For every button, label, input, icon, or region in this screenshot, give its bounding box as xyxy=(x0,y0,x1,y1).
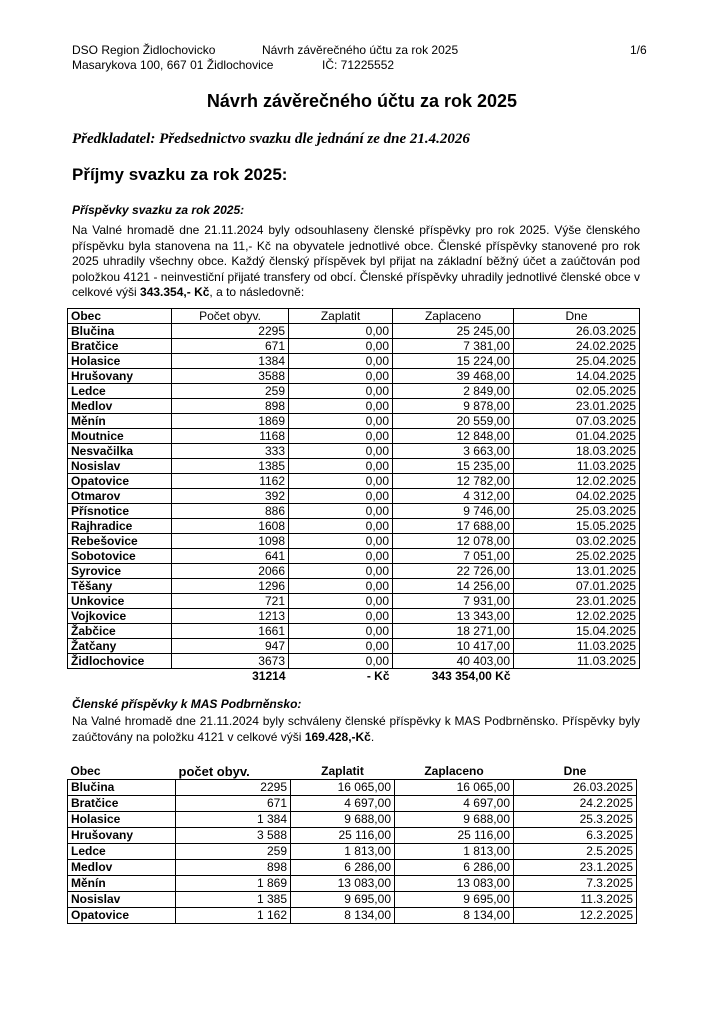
cell-dne: 23.1.2025 xyxy=(514,860,637,876)
cell-zaplatit: 0,00 xyxy=(289,624,393,639)
cell-zaplatit: 0,00 xyxy=(289,369,393,384)
cell-dne: 14.04.2025 xyxy=(514,369,640,384)
cell-pocet: 333 xyxy=(172,444,289,459)
table-row xyxy=(68,812,637,828)
cell-dne: 15.04.2025 xyxy=(514,624,640,639)
cell-pocet: 1 162 xyxy=(176,908,291,924)
cell-obec: Syrovice xyxy=(68,564,172,579)
cell-zaplaceno: 4 312,00 xyxy=(393,489,514,504)
cell-zaplatit: 0,00 xyxy=(289,549,393,564)
table-row xyxy=(68,399,640,414)
cell-dne: 23.01.2025 xyxy=(514,399,640,414)
cell-obec: Ledce xyxy=(68,384,172,399)
cell-obec: Blučina xyxy=(68,780,176,796)
cell-zaplaceno: 17 688,00 xyxy=(393,519,514,534)
cell-obec: Rajhradice xyxy=(68,519,172,534)
col-zaplatit: Zaplatit xyxy=(321,764,364,778)
cell-pocet: 2295 xyxy=(172,324,289,339)
table-row xyxy=(68,459,640,474)
cell-pocet: 1098 xyxy=(172,534,289,549)
cell-pocet: 1162 xyxy=(172,474,289,489)
col-dne: Dne xyxy=(563,764,587,778)
cell-dne: 07.01.2025 xyxy=(514,579,640,594)
cell-pocet: 1869 xyxy=(172,414,289,429)
cell-obec: Otmarov xyxy=(68,489,172,504)
cell-zaplatit: 0,00 xyxy=(289,504,393,519)
sub2-paragraph xyxy=(72,714,640,745)
cell-zaplatit: 0,00 xyxy=(289,489,393,504)
cell-pocet: 898 xyxy=(176,860,291,876)
table-row xyxy=(68,639,640,654)
table-row xyxy=(68,564,640,579)
cell-zaplatit: 0,00 xyxy=(289,414,393,429)
cell-obec: Opatovice xyxy=(68,474,172,489)
cell-dne: 11.03.2025 xyxy=(514,654,640,669)
cell-dne: 11.3.2025 xyxy=(514,892,637,908)
cell-obec: Sobotovice xyxy=(68,549,172,564)
cell-zaplatit: 0,00 xyxy=(289,474,393,489)
predkladatel: Předkladatel: Předsednictvo svazku dle jednání ze dne 21.4.2026 xyxy=(72,131,470,147)
table-row xyxy=(68,519,640,534)
header-address: Masarykova 100, 667 01 Židlochovice xyxy=(72,58,274,72)
cell-pocet: 1213 xyxy=(172,609,289,624)
cell-zaplaceno: 7 931,00 xyxy=(393,594,514,609)
cell-pocet: 1 385 xyxy=(176,892,291,908)
cell-zaplaceno: 9 695,00 xyxy=(395,892,514,908)
page-number: 1/6 xyxy=(630,43,647,57)
cell-pocet: 392 xyxy=(172,489,289,504)
cell-zaplaceno: 9 878,00 xyxy=(393,399,514,414)
cell-dne: 11.03.2025 xyxy=(514,459,640,474)
cell-pocet: 259 xyxy=(172,384,289,399)
cell-pocet: 1296 xyxy=(172,579,289,594)
cell-dne: 11.03.2025 xyxy=(514,639,640,654)
cell-pocet: 2295 xyxy=(176,780,291,796)
cell-zaplaceno: 40 403,00 xyxy=(393,654,514,669)
table-row xyxy=(68,892,637,908)
cell-pocet: 3588 xyxy=(172,369,289,384)
cell-dne: 01.04.2025 xyxy=(514,429,640,444)
sub2-text-before: Na Valné hromadě dne 21.11.2024 byly schváleny členské příspěvky k MAS Podbrněnsko. Příspěvky byly zaúčtovány na položku 4121 v celkové výši xyxy=(72,714,640,744)
col-pocet: počet obyv. xyxy=(178,764,250,779)
cell-obec: Opatovice xyxy=(68,908,176,924)
table-header-row xyxy=(68,309,640,324)
table-row xyxy=(68,429,640,444)
cell-dne: 25.04.2025 xyxy=(514,354,640,369)
cell-dne: 26.03.2025 xyxy=(514,780,637,796)
total-zaplaceno: 343 354,00 Kč xyxy=(431,669,511,683)
section-title: Příjmy svazku za rok 2025: xyxy=(72,165,288,184)
contributions-table xyxy=(67,308,640,683)
col-zaplaceno: Zaplaceno xyxy=(424,764,484,778)
cell-zaplaceno: 25 245,00 xyxy=(393,324,514,339)
sub1-text-before: Na Valné hromadě dne 21.11.2024 byly odsouhlaseny členské příspěvky pro rok 2025. Výše členského příspěvku byla stanovena na 11,- Kč na obyvatele jednotlivé obce. Členské příspěvky stanovené pro rok 2025 uhradily všechny obce. Každý členský příspěvek byl přijat na základní běžný účet a zaúčtován pod položkou 4121 - neinvestiční přijaté transfery od obcí. Členské příspěvky uhradily jednotlivé členské obce v celkové výši xyxy=(72,223,640,299)
table-row xyxy=(68,908,637,924)
cell-zaplaceno: 2 849,00 xyxy=(393,384,514,399)
header-org: DSO Region Židlochovicko xyxy=(72,43,216,57)
cell-zaplatit: 25 116,00 xyxy=(291,828,395,844)
table-row xyxy=(68,384,640,399)
cell-obec: Těšany xyxy=(68,579,172,594)
cell-zaplaceno: 39 468,00 xyxy=(393,369,514,384)
cell-dne: 04.02.2025 xyxy=(514,489,640,504)
sub2-amount: 169.428,-Kč xyxy=(304,729,371,744)
table-row xyxy=(68,654,640,669)
cell-zaplatit: 8 134,00 xyxy=(291,908,395,924)
col-dne: Dne xyxy=(514,309,640,324)
cell-obec: Holasice xyxy=(68,812,176,828)
cell-zaplatit: 0,00 xyxy=(289,609,393,624)
cell-zaplatit: 0,00 xyxy=(289,654,393,669)
cell-dne: 2.5.2025 xyxy=(514,844,637,860)
table-row xyxy=(68,780,637,796)
cell-zaplaceno: 7 051,00 xyxy=(393,549,514,564)
cell-dne: 07.03.2025 xyxy=(514,414,640,429)
table-row xyxy=(68,444,640,459)
cell-zaplaceno: 9 688,00 xyxy=(395,812,514,828)
cell-zaplaceno: 18 271,00 xyxy=(393,624,514,639)
cell-obec: Přísnotice xyxy=(68,504,172,519)
cell-zaplaceno: 8 134,00 xyxy=(395,908,514,924)
cell-zaplatit: 13 083,00 xyxy=(291,876,395,892)
table-row xyxy=(68,579,640,594)
table-total-row xyxy=(68,669,640,684)
cell-dne: 12.02.2025 xyxy=(514,609,640,624)
total-empty xyxy=(68,669,172,684)
cell-obec: Moutnice xyxy=(68,429,172,444)
cell-pocet: 898 xyxy=(172,399,289,414)
col-obec: Obec xyxy=(70,764,101,778)
cell-pocet: 3 588 xyxy=(176,828,291,844)
cell-obec: Rebešovice xyxy=(68,534,172,549)
cell-zaplaceno: 14 256,00 xyxy=(393,579,514,594)
cell-zaplaceno: 7 381,00 xyxy=(393,339,514,354)
cell-obec: Ledce xyxy=(68,844,176,860)
cell-pocet: 1608 xyxy=(172,519,289,534)
sub1-amount: 343.354,- Kč xyxy=(140,285,210,299)
cell-obec: Hrušovany xyxy=(68,828,176,844)
cell-obec: Žatčany xyxy=(68,639,172,654)
cell-obec: Unkovice xyxy=(68,594,172,609)
header-doc-title: Návrh závěrečného účtu za rok 2025 xyxy=(262,43,459,57)
cell-zaplaceno: 6 286,00 xyxy=(395,860,514,876)
table-row xyxy=(68,860,637,876)
cell-zaplatit: 0,00 xyxy=(289,534,393,549)
cell-pocet: 1384 xyxy=(172,354,289,369)
cell-zaplatit: 0,00 xyxy=(289,324,393,339)
table-row xyxy=(68,828,637,844)
cell-pocet: 671 xyxy=(172,339,289,354)
cell-zaplaceno: 13 083,00 xyxy=(395,876,514,892)
sub2-heading: Členské příspěvky k MAS Podbrněnsko: xyxy=(72,697,302,711)
cell-zaplatit: 1 813,00 xyxy=(291,844,395,860)
cell-zaplatit: 0,00 xyxy=(289,579,393,594)
table-row xyxy=(68,474,640,489)
cell-dne: 15.05.2025 xyxy=(514,519,640,534)
cell-dne: 13.01.2025 xyxy=(514,564,640,579)
cell-obec: Vojkovice xyxy=(68,609,172,624)
cell-pocet: 259 xyxy=(176,844,291,860)
sub1-text-after: , a to následovně: xyxy=(209,285,305,299)
total-zaplatit: - Kč xyxy=(366,669,390,683)
cell-dne: 03.02.2025 xyxy=(514,534,640,549)
cell-dne: 23.01.2025 xyxy=(514,594,640,609)
sub2-text-after: . xyxy=(370,729,375,744)
table-row xyxy=(68,609,640,624)
table-row xyxy=(68,796,637,812)
cell-pocet: 2066 xyxy=(172,564,289,579)
cell-zaplatit: 0,00 xyxy=(289,519,393,534)
cell-zaplatit: 6 286,00 xyxy=(291,860,395,876)
cell-zaplatit: 9 695,00 xyxy=(291,892,395,908)
cell-zaplaceno: 25 116,00 xyxy=(395,828,514,844)
cell-pocet: 641 xyxy=(172,549,289,564)
cell-zaplatit: 0,00 xyxy=(289,399,393,414)
table-row xyxy=(68,624,640,639)
mas-table xyxy=(67,764,637,924)
cell-pocet: 947 xyxy=(172,639,289,654)
cell-dne: 12.2.2025 xyxy=(514,908,637,924)
col-pocet: Počet obyv. xyxy=(172,309,289,324)
cell-obec: Žabčice xyxy=(68,624,172,639)
col-zaplatit: Zaplatit xyxy=(289,309,393,324)
cell-zaplaceno: 1 813,00 xyxy=(395,844,514,860)
total-empty-date xyxy=(514,669,640,684)
cell-pocet: 1 869 xyxy=(176,876,291,892)
col-zaplaceno: Zaplaceno xyxy=(393,309,514,324)
cell-zaplaceno: 9 746,00 xyxy=(393,504,514,519)
table-row xyxy=(68,339,640,354)
page-title: Návrh závěrečného účtu za rok 2025 xyxy=(206,91,518,111)
cell-pocet: 3673 xyxy=(172,654,289,669)
cell-obec: Blučina xyxy=(68,324,172,339)
cell-pocet: 721 xyxy=(172,594,289,609)
cell-zaplaceno: 22 726,00 xyxy=(393,564,514,579)
header-ico: IČ: 71225552 xyxy=(322,58,395,72)
cell-zaplaceno: 13 343,00 xyxy=(393,609,514,624)
cell-dne: 24.02.2025 xyxy=(514,339,640,354)
cell-zaplaceno: 3 663,00 xyxy=(393,444,514,459)
cell-zaplatit: 0,00 xyxy=(289,459,393,474)
cell-zaplatit: 4 697,00 xyxy=(291,796,395,812)
sub1-heading: Příspěvky svazku za rok 2025: xyxy=(72,203,245,217)
cell-zaplatit: 0,00 xyxy=(289,444,393,459)
table-row xyxy=(68,504,640,519)
col-obec: Obec xyxy=(68,309,172,324)
cell-obec: Nosislav xyxy=(68,892,176,908)
cell-obec: Medlov xyxy=(68,860,176,876)
cell-obec: Židlochovice xyxy=(68,654,172,669)
cell-zaplatit: 9 688,00 xyxy=(291,812,395,828)
table-row xyxy=(68,549,640,564)
cell-zaplaceno: 20 559,00 xyxy=(393,414,514,429)
cell-zaplatit: 0,00 xyxy=(289,639,393,654)
cell-zaplaceno: 12 848,00 xyxy=(393,429,514,444)
cell-obec: Holasice xyxy=(68,354,172,369)
cell-dne: 25.03.2025 xyxy=(514,504,640,519)
cell-pocet: 671 xyxy=(176,796,291,812)
table-row xyxy=(68,534,640,549)
cell-zaplatit: 0,00 xyxy=(289,429,393,444)
cell-obec: Nesvačilka xyxy=(68,444,172,459)
cell-dne: 25.3.2025 xyxy=(514,812,637,828)
cell-pocet: 1385 xyxy=(172,459,289,474)
cell-pocet: 886 xyxy=(172,504,289,519)
cell-dne: 26.03.2025 xyxy=(514,324,640,339)
cell-dne: 12.02.2025 xyxy=(514,474,640,489)
cell-zaplatit: 0,00 xyxy=(289,339,393,354)
cell-zaplaceno: 4 697,00 xyxy=(395,796,514,812)
table-row xyxy=(68,354,640,369)
cell-obec: Medlov xyxy=(68,399,172,414)
table-row xyxy=(68,414,640,429)
cell-dne: 7.3.2025 xyxy=(514,876,637,892)
table-row xyxy=(68,844,637,860)
sub1-paragraph xyxy=(72,223,640,301)
cell-obec: Bratčice xyxy=(68,796,176,812)
cell-pocet: 1661 xyxy=(172,624,289,639)
total-population: 31214 xyxy=(252,669,286,683)
cell-zaplatit: 16 065,00 xyxy=(291,780,395,796)
cell-pocet: 1 384 xyxy=(176,812,291,828)
cell-pocet: 1168 xyxy=(172,429,289,444)
cell-obec: Hrušovany xyxy=(68,369,172,384)
cell-zaplatit: 0,00 xyxy=(289,384,393,399)
cell-zaplaceno: 12 782,00 xyxy=(393,474,514,489)
cell-zaplatit: 0,00 xyxy=(289,354,393,369)
cell-dne: 18.03.2025 xyxy=(514,444,640,459)
cell-zaplatit: 0,00 xyxy=(289,564,393,579)
table-row xyxy=(68,324,640,339)
cell-dne: 6.3.2025 xyxy=(514,828,637,844)
cell-obec: Nosislav xyxy=(68,459,172,474)
cell-obec: Měnín xyxy=(68,876,176,892)
cell-dne: 02.05.2025 xyxy=(514,384,640,399)
cell-zaplaceno: 10 417,00 xyxy=(393,639,514,654)
cell-zaplaceno: 16 065,00 xyxy=(395,780,514,796)
cell-zaplaceno: 12 078,00 xyxy=(393,534,514,549)
cell-obec: Měnín xyxy=(68,414,172,429)
cell-zaplatit: 0,00 xyxy=(289,594,393,609)
table-row xyxy=(68,369,640,384)
cell-obec: Bratčice xyxy=(68,339,172,354)
table-row xyxy=(68,489,640,504)
cell-dne: 25.02.2025 xyxy=(514,549,640,564)
table-row xyxy=(68,594,640,609)
table-header-row xyxy=(68,764,637,780)
table-row xyxy=(68,876,637,892)
cell-zaplaceno: 15 235,00 xyxy=(393,459,514,474)
cell-dne: 24.2.2025 xyxy=(514,796,637,812)
cell-zaplaceno: 15 224,00 xyxy=(393,354,514,369)
